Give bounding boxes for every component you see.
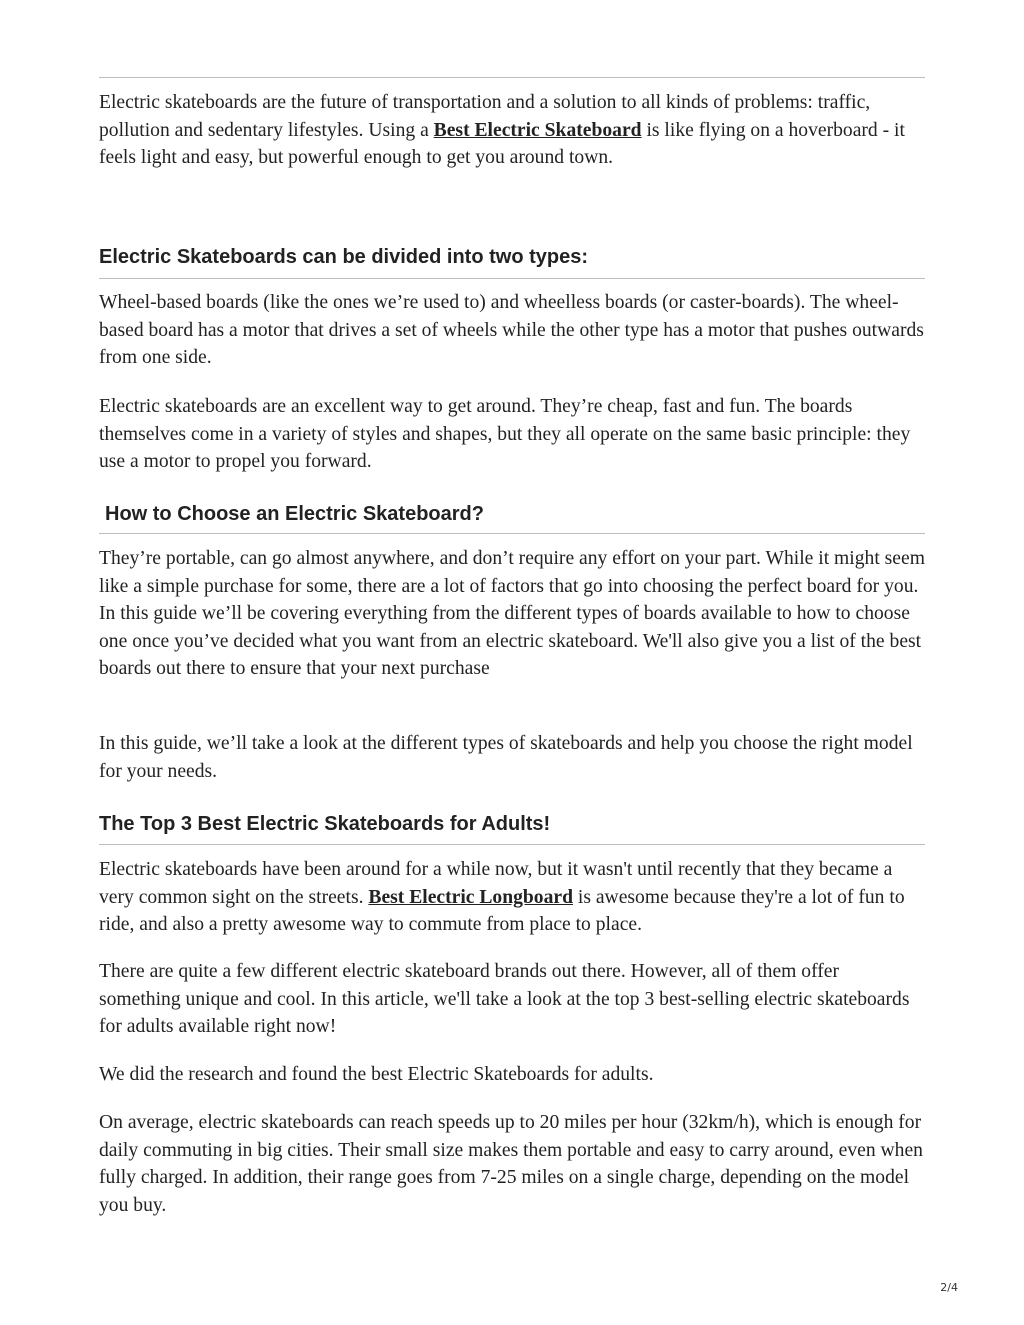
p1-text-before: Electric skateboards have been around for a while now, but it wasn't until recently that they became a very common sight on the streets.: [99, 859, 893, 908]
section-top3-para-2: [99, 958, 925, 1041]
section-top3-para-4: [99, 1109, 925, 1219]
best-electric-longboard-link[interactable]: Best Electric Longboard: [368, 886, 573, 908]
section-types-divider: [99, 278, 925, 279]
paragraph: Electric skateboards are an excellent way to get around. They’re cheap, fast and fun. The boards themselves come in a variety of styles and shapes, but they all operate on the same basic principle: they use a motor to propel you forward.: [99, 396, 911, 473]
section-heading-top3: The Top 3 Best Electric Skateboards for Adults!: [99, 813, 551, 835]
section-types-para-1: [99, 289, 925, 372]
section-types: [99, 245, 925, 269]
section-heading-choose: How to Choose an Electric Skateboard?: [105, 503, 484, 525]
page-number: 2/4: [940, 1281, 958, 1294]
section-types-para-2: [99, 393, 925, 476]
section-top3: [99, 812, 925, 836]
section-choose-divider: [99, 533, 925, 534]
top-divider: [99, 77, 925, 78]
section-choose-para-1: [99, 545, 925, 683]
intro-paragraph: [99, 89, 925, 172]
paragraph: There are quite a few different electric skateboard brands out there. However, all of them offer something unique and cool. In this article, we'll take a look at the top 3 best-selling electric skateboards for adults available right now!: [99, 961, 910, 1038]
paragraph: On average, electric skateboards can reach speeds up to 20 miles per hour (32km/h), which is enough for daily commuting in big cities. Their small size makes them portable and easy to carry around, even when fully charged. In addition, their range goes from 7-25 miles on a single charge, depending on the model you buy.: [99, 1112, 923, 1216]
intro-text-before: Electric skateboards are the future of transportation and a solution to all kinds of problems: traffic, pollution and sedentary lifestyles. Using a: [99, 92, 871, 141]
section-heading-types: Electric Skateboards can be divided into two types:: [99, 246, 589, 268]
section-choose-para-2: [99, 730, 925, 785]
paragraph: We did the research and found the best Electric Skateboards for adults.: [99, 1064, 654, 1085]
section-top3-divider: [99, 844, 925, 845]
paragraph: They’re portable, can go almost anywhere, and don’t require any effort on your part. While it might seem like a simple purchase for some, there are a lot of factors that go into choosing the perfect board for you. In this guide we’ll be covering everything from the different types of boards available to how to choose one once you’ve decided what you want from an electric skateboard. We'll also give you a list of the best boards out there to ensure that your next purchase: [99, 548, 925, 680]
best-electric-skateboard-link[interactable]: Best Electric Skateboard: [433, 119, 642, 141]
paragraph: Wheel-based boards (like the ones we’re used to) and wheelless boards (or caster-boards). The wheel-based board has a motor that drives a set of wheels while the other type has a motor that pushes outwards from one side.: [99, 292, 924, 369]
p1-text-after: is awesome because they're a lot of fun to ride, and also a pretty awesome way to commute from place to place.: [99, 886, 905, 936]
paragraph: In this guide, we’ll take a look at the different types of skateboards and help you choose the right model for your needs.: [99, 733, 913, 782]
section-choose: [105, 502, 931, 526]
intro-text-after: is like flying on a hoverboard - it feels light and easy, but powerful enough to get you around town.: [99, 119, 905, 169]
section-top3-para-1: [99, 856, 925, 939]
section-top3-para-3: [99, 1061, 925, 1089]
